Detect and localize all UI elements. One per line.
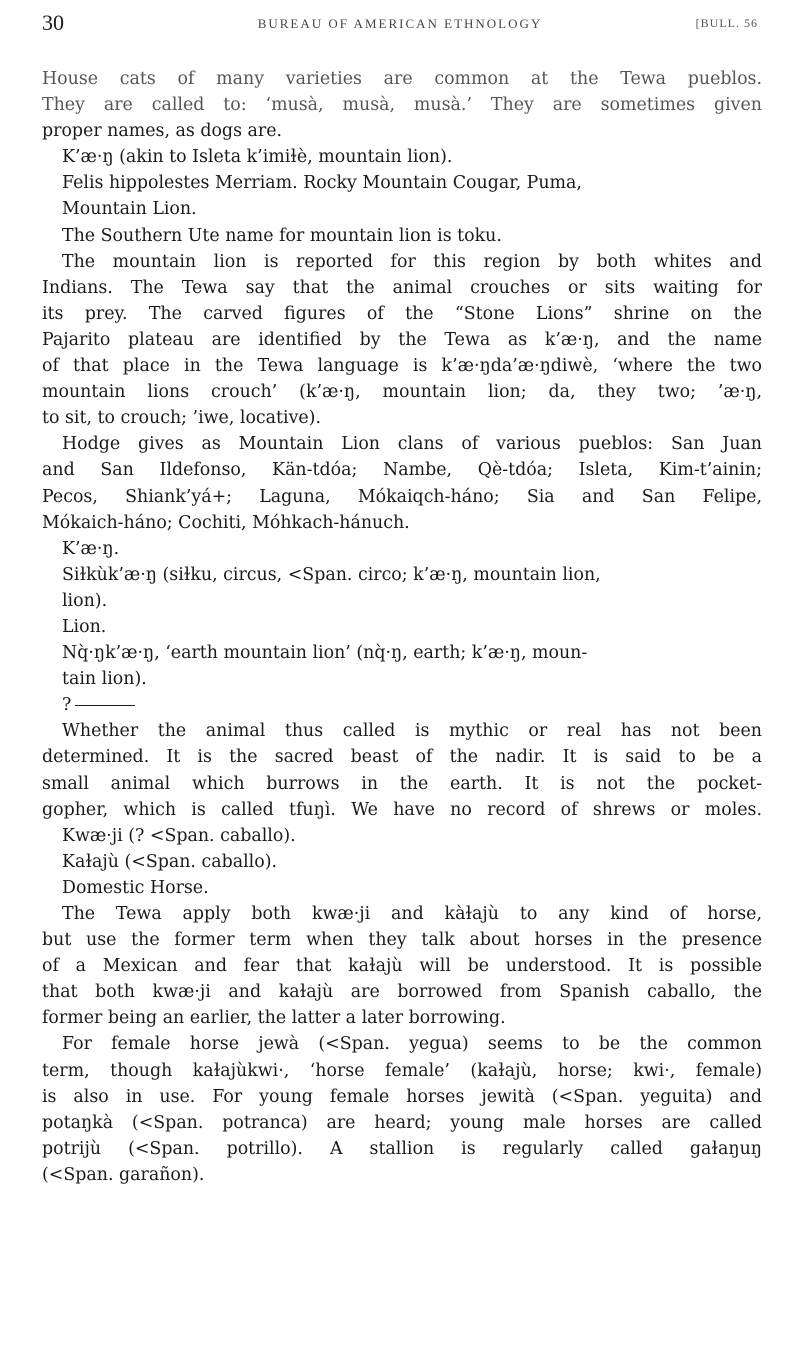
text-line: of a Mexican and fear that kaɫajù will be understood. It is possible [42, 956, 762, 977]
text-line: Hodge gives as Mountain Lion clans of various pueblos: San Juan [62, 434, 762, 455]
text-line: Domestic Horse. [62, 877, 209, 898]
text-line: Felis hippolestes Merriam. Rocky Mountain Cougar, Puma, [62, 173, 582, 194]
text-line: Mókaich-háno; Cochiti, Móhkach-hánuch. [42, 512, 410, 533]
body-text [42, 66, 762, 1188]
text-line: House cats of many varieties are common at the Tewa pueblos. [42, 69, 762, 89]
text-line: tain lion). [62, 669, 147, 690]
text-line: Kwæ·ji (? <Span. caballo). [62, 825, 296, 846]
text-line: The Tewa apply both kwæ·ji and kàɫajù to any kind of horse, [62, 904, 762, 924]
running-title: BUREAU OF AMERICAN ETHNOLOGY [257, 16, 543, 31]
text-line: gopher, which is called tfuŋì. We have no record of shrews or moles. [42, 799, 762, 820]
unknown-mark: ? [62, 695, 72, 716]
blank-rule [75, 705, 135, 706]
text-line: to sit, to crouch; ’iwe, locative). [42, 408, 321, 429]
text-line: of that place in the Tewa language is k’æ·ŋda’æ·ŋdiwè, ‘where the two [42, 356, 762, 377]
text-line: Mountain Lion. [62, 199, 197, 220]
text-line: (<Span. garañon). [42, 1164, 205, 1185]
text-line: The mountain lion is reported for this region by both whites and [62, 251, 762, 272]
text-line: Siɫkùk’æ·ŋ (siɫku, circus, <Span. circo; k’æ·ŋ, mountain lion, [62, 564, 601, 585]
text-line: Kaɫajù (<Span. caballo). [62, 851, 278, 872]
text-line: Indians. The Tewa say that the animal crouches or sits waiting for [42, 277, 762, 298]
text-line: They are called to: ‘musà, musà, musà.’ They are sometimes given [42, 95, 762, 116]
text-line: and San Ildefonso, Kän-tdóa; Nambe, Qè-tdóa; Isleta, Kim-t’ainin; [42, 460, 762, 481]
bulletin-reference: [BULL. 56 [695, 16, 758, 30]
text-line: but use the former term when they talk about horses in the presence [42, 930, 762, 951]
text-line: proper names, as dogs are. [42, 121, 283, 142]
text-line: determined. It is the sacred beast of the nadir. It is said to be a [42, 747, 762, 768]
text-line [42, 692, 762, 718]
text-line: K’æ·ŋ. [62, 538, 120, 559]
text-line: lion). [62, 590, 108, 611]
text-line: is also in use. For young female horses jewità (<Span. yeguita) and [42, 1086, 762, 1107]
text-line: potaŋkà (<Span. potranca) are heard; young male horses are called [42, 1112, 762, 1133]
text-line: term, though kaɫajùkwi·, ‘horse female’ (kaɫajù, horse; kwi·, female) [42, 1060, 762, 1081]
text-line: former being an earlier, the latter a later borrowing. [42, 1008, 506, 1029]
text-line: The Southern Ute name for mountain lion is toku. [62, 225, 502, 246]
text-line: its prey. The carved figures of the “Stone Lions” shrine on the [42, 303, 762, 324]
running-head [42, 10, 758, 40]
text-line: mountain lions crouch’ (k’æ·ŋ, mountain lion; da, they two; ’æ·ŋ, [42, 382, 762, 403]
text-line: Whether the animal thus called is mythic or real has not been [62, 721, 762, 742]
text-line: Pecos, Shiank’yá+; Laguna, Mókaiqch-háno; Sia and San Felipe, [42, 486, 762, 507]
text-line: K’æ·ŋ (akin to Isleta k’imiɫè, mountain lion). [62, 147, 453, 168]
text-line: Lion. [62, 616, 107, 637]
text-line: Pajarito plateau are identified by the Tewa as k’æ·ŋ, and the name [42, 329, 762, 350]
text-line: Nq̀·ŋk’æ·ŋ, ‘earth mountain lion’ (nq̀·ŋ, earth; k’æ·ŋ, moun- [62, 643, 588, 664]
text-line: that both kwæ·ji and kaɫajù are borrowed from Spanish caballo, the [42, 982, 762, 1003]
text-line: potrijù (<Span. potrillo). A stallion is regularly called gaɫaŋuŋ [42, 1138, 762, 1159]
text-line: For female horse jewà (<Span. yegua) seems to be the common [62, 1034, 762, 1055]
text-line: small animal which burrows in the earth. It is not the pocket- [42, 773, 762, 794]
page-number: 30 [42, 10, 64, 35]
